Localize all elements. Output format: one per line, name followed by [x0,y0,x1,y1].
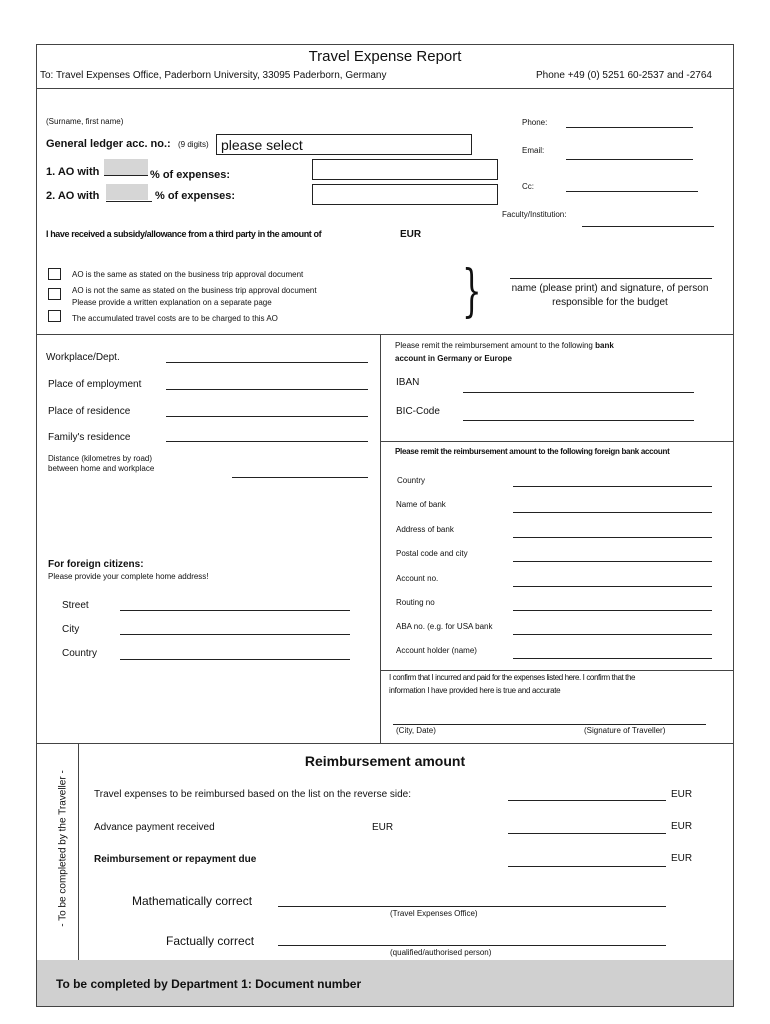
divider [36,88,734,89]
ao-different-label: AO is not the same as stated on the business trip approval document [72,286,317,295]
email-label: Email: [522,146,545,155]
ao1-label: 1. AO with [46,166,100,178]
bank-name-field[interactable] [513,512,712,513]
foreign-bank-heading: Please remit the reimbursement amount to the following foreign bank account [395,447,670,456]
bank-address-field[interactable] [513,537,712,538]
travel-expenses-label: Travel expenses to be reimbursed based on the list on the reverse side: [94,789,412,800]
currency-label: EUR [671,853,693,864]
advance-currency: EUR [372,822,394,833]
distance-field[interactable] [232,477,368,478]
due-label: Reimbursement or repayment due [94,854,257,865]
street-label: Street [62,600,89,611]
gl-digits-note: (9 digits) [178,140,209,149]
holder-field[interactable] [513,658,712,659]
divider [380,670,734,671]
family-label: Family's residence [48,432,131,443]
advance-field[interactable] [508,833,666,834]
faculty-field[interactable] [582,226,714,227]
workplace-label: Workplace/Dept. [46,352,120,363]
postal-field[interactable] [513,561,712,562]
holder-label: Account holder (name) [396,646,477,655]
fact-correct-sub: (qualified/authorised person) [390,948,492,957]
divider [380,441,734,442]
routing-label: Routing no [396,598,435,607]
budget-signature-field[interactable] [510,278,712,279]
account-field[interactable] [513,586,712,587]
bank-country-field[interactable] [513,486,712,487]
ao-charge-checkbox[interactable] [48,310,61,322]
underline [106,201,152,202]
confirm-text-2: information I have provided here is true and accurate [389,686,561,695]
budget-signature-label-2: responsible for the budget [552,297,668,308]
foreign-subtitle: Please provide your complete home address! [48,572,209,581]
city-field[interactable] [120,634,350,635]
email-field[interactable] [566,159,693,160]
bic-label: BIC-Code [396,406,440,417]
ao2-label: 2. AO with [46,190,100,202]
ao-same-checkbox[interactable] [48,268,61,280]
ao-explanation-note: Please provide a written explanation on a separate page [72,298,272,307]
currency-label: EUR [671,789,693,800]
currency-label: EUR [671,821,693,832]
ao2-percent-field[interactable] [106,184,148,200]
employment-label: Place of employment [48,379,142,390]
bank-address-label: Address of bank [396,525,454,534]
foreign-title: For foreign citizens: [48,559,144,570]
phone-label: Phone: [522,118,548,127]
due-field[interactable] [508,866,666,867]
routing-field[interactable] [513,610,712,611]
brace-icon: } [462,259,482,324]
residence-label: Place of residence [48,406,131,417]
underline [104,175,148,176]
footer-text: To be completed by Department 1: Document number [56,977,362,991]
bank-intro-2: account in Germany or Europe [395,354,512,363]
divider [36,743,734,744]
traveller-signature-label: (Signature of Traveller) [584,726,666,735]
aba-field[interactable] [513,634,712,635]
distance-label-2: between home and workplace [48,464,155,473]
account-label: Account no. [396,574,439,583]
bank-name-label: Name of bank [396,500,446,509]
country-label: Country [62,648,98,659]
gl-label: General ledger acc. no.: [46,138,171,150]
iban-label: IBAN [396,377,420,388]
ao1-percent-field[interactable] [104,159,148,175]
subsidy-label: I have received a subsidy/allowance from a third party in the amount of [46,229,322,239]
divider [380,334,381,743]
ao-different-checkbox[interactable] [48,288,61,300]
page-title: Travel Expense Report [308,48,462,65]
city-date-label: (City, Date) [396,726,436,735]
ao-same-label: AO is the same as stated on the business trip approval document [72,270,304,279]
ao2-field[interactable] [312,184,498,205]
ao2-label-suffix: % of expenses: [155,190,236,202]
surname-label: (Surname, first name) [46,117,124,126]
bank-intro: Please remit the reimbursement amount to the following bank [395,341,614,350]
iban-field[interactable] [463,392,694,393]
street-field[interactable] [120,610,350,611]
department-footer [37,960,733,1006]
gl-select[interactable] [216,134,472,155]
fact-correct-field[interactable] [278,945,666,946]
fact-correct-label: Factually correct [166,934,255,948]
cc-label: Cc: [522,182,534,191]
ao1-field[interactable] [312,159,498,180]
reimbursement-title: Reimbursement amount [304,753,466,769]
travel-expenses-field[interactable] [508,800,666,801]
distance-label: Distance (kilometres by road) [48,454,153,463]
budget-signature-label: name (please print) and signature, of person [511,283,709,294]
divider [36,334,734,335]
confirm-text: I confirm that I incurred and paid for the expenses listed here. I confirm that the [389,673,636,682]
workplace-field[interactable] [166,362,368,363]
postal-label: Postal code and city [396,549,468,558]
math-correct-label: Mathematically correct [132,894,253,908]
country-field[interactable] [120,659,350,660]
ao-charge-label: The accumulated travel costs are to be charged to this AO [72,314,278,323]
address-line: To: Travel Expenses Office, Paderborn University, 33095 Paderborn, Germany [40,70,387,81]
phone-field[interactable] [566,127,693,128]
traveller-signature-field[interactable] [393,724,706,725]
phone-line: Phone +49 (0) 5251 60-2537 and -2764 [536,70,712,81]
city-label: City [62,624,80,635]
advance-label: Advance payment received [94,822,215,833]
math-correct-sub: (Travel Expenses Office) [390,909,478,918]
subsidy-currency: EUR [400,229,422,240]
residence-field[interactable] [166,416,368,417]
ao1-label-suffix: % of expenses: [150,169,231,181]
traveller-side-label: - To be completed by the Traveller - [57,770,69,927]
faculty-label: Faculty/Institution: [502,210,567,219]
family-field[interactable] [166,441,368,442]
employment-field[interactable] [166,389,368,390]
bic-field[interactable] [463,420,694,421]
gl-select-value: please select [221,137,303,153]
divider [78,743,79,960]
math-correct-field[interactable] [278,906,666,907]
aba-label: ABA no. (e.g. for USA bank [396,622,493,631]
cc-field[interactable] [566,191,698,192]
bank-country-label: Country [397,476,426,485]
